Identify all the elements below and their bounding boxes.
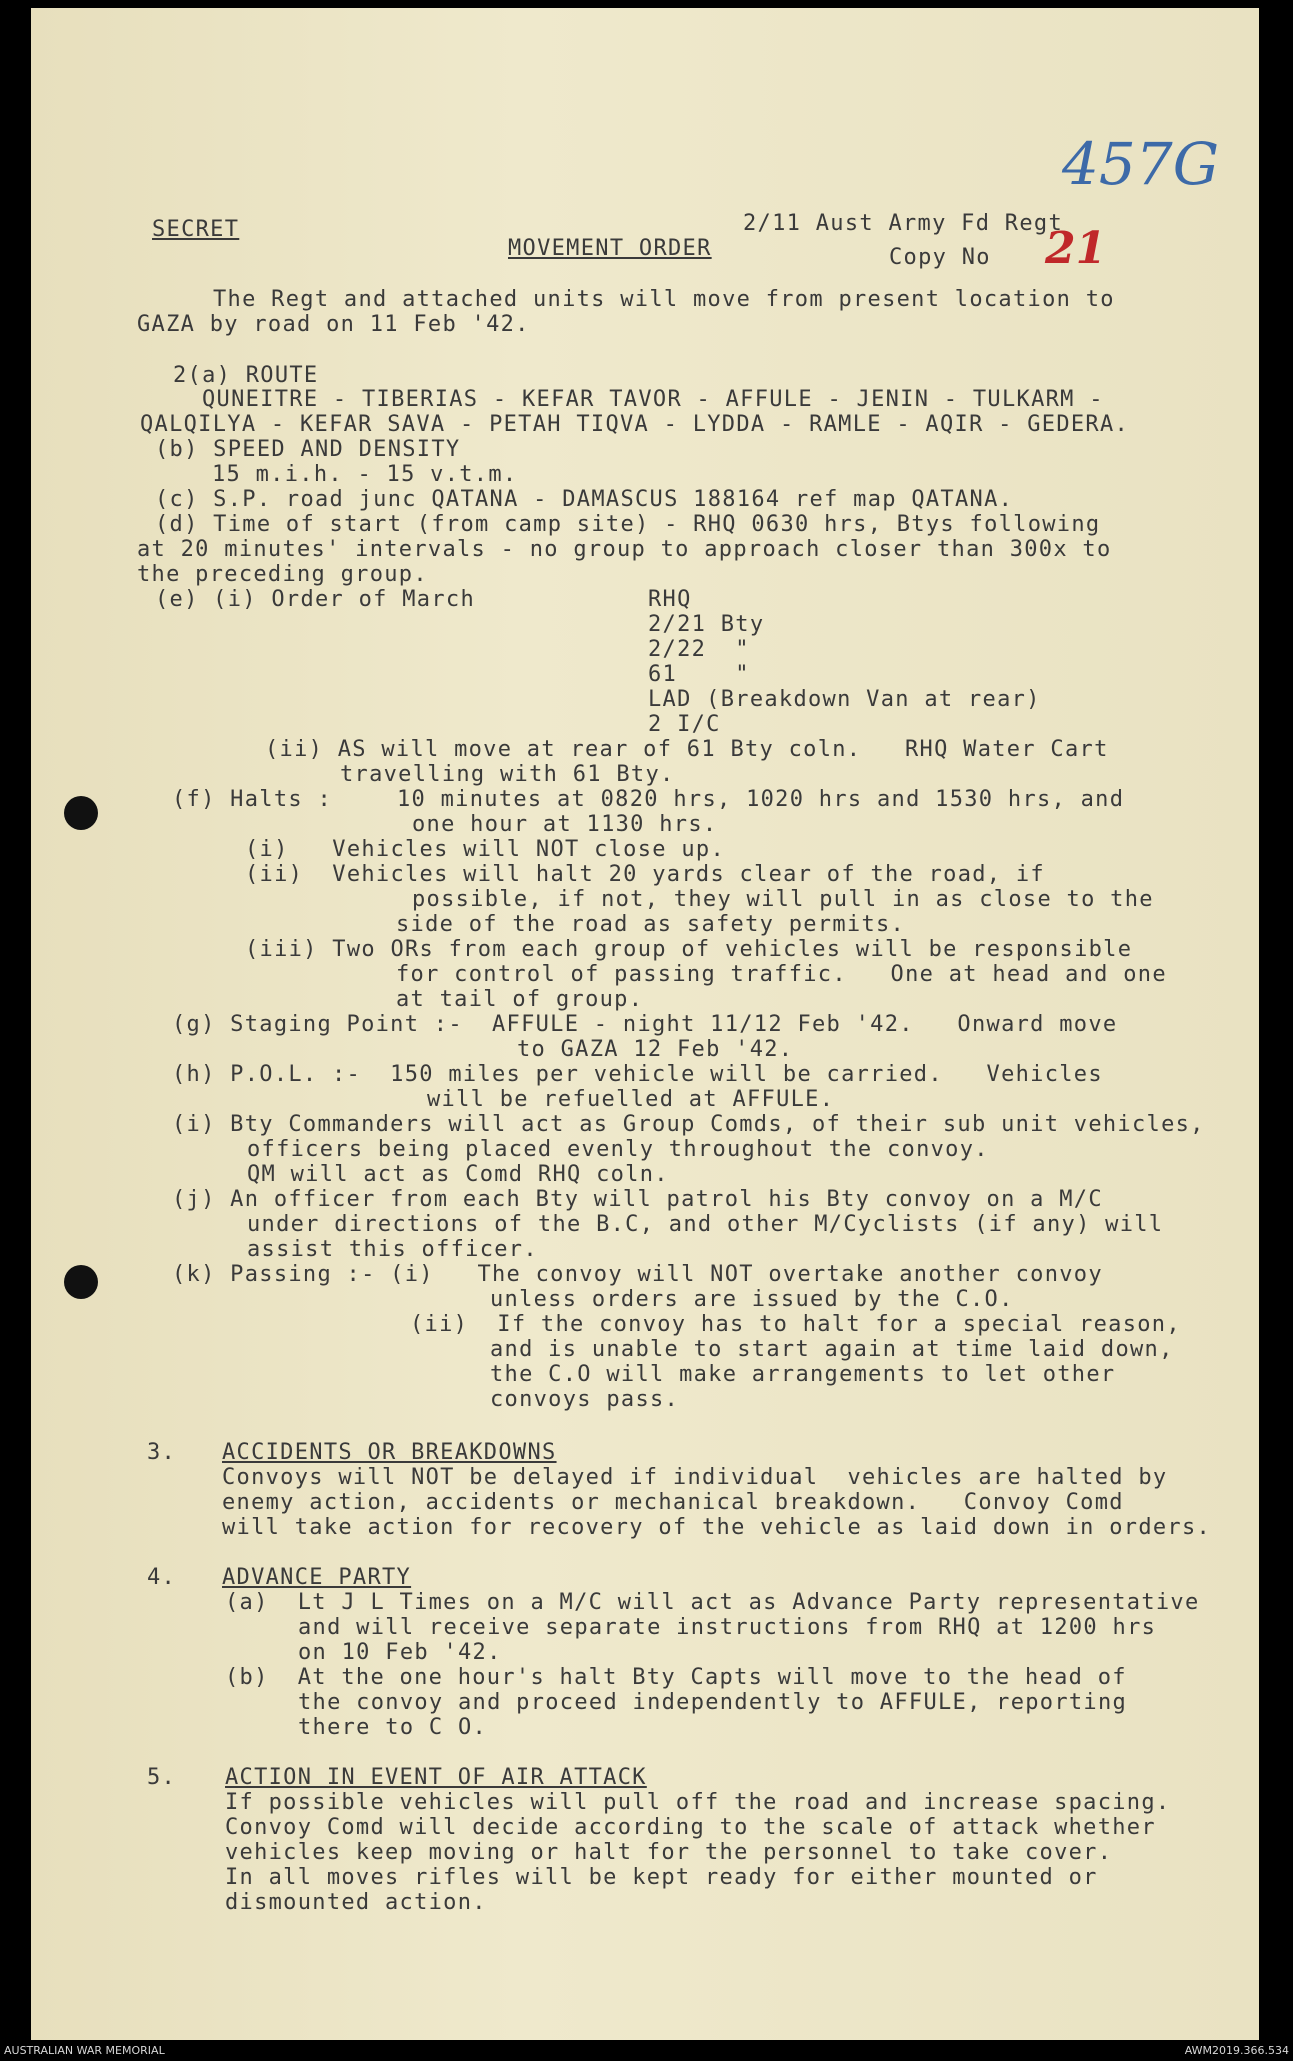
intro-line: The Regt and attached units will move from present location to (213, 287, 1115, 312)
halts-line: 10 minutes at 0820 hrs, 1020 hrs and 1530 hrs, and (397, 787, 1125, 812)
section-title: ACTION IN EVENT OF AIR ATTACK (225, 1765, 647, 1790)
passing-line: convoys pass. (490, 1387, 680, 1412)
passing-line: the C.O will make arrangements to let other (490, 1362, 1116, 1387)
halts-item: possible, if not, they will pull in as close to the (412, 887, 1154, 912)
passing-line: and is unable to start again at time laid down, (490, 1337, 1174, 1362)
march-label: (e) (i) Order of March (155, 587, 475, 612)
officer-line: under directions of the B.C, and other M/Cyclists (if any) will (247, 1212, 1164, 1237)
march-item: LAD (Breakdown Van at rear) (648, 687, 1041, 712)
pol-line: (h) P.O.L. :- 150 miles per vehicle will be carried. Vehicles (172, 1062, 1103, 1087)
air-line: If possible vehicles will pull off the road and increase spacing. (225, 1790, 1171, 1815)
march-note: travelling with 61 Bty. (340, 762, 675, 787)
officer-line: assist this officer. (247, 1237, 538, 1262)
speed-value: 15 m.i.h. - 15 v.t.m. (212, 462, 518, 487)
document-title: MOVEMENT ORDER (508, 236, 712, 261)
accidents-line: Convoys will NOT be delayed if individual vehicles are halted by (222, 1465, 1168, 1490)
section-number: 3. (147, 1440, 177, 1465)
air-line: Convoy Comd will decide according to the scale of attack whether (225, 1815, 1156, 1840)
page-number-handwritten: 457G (1062, 130, 1220, 198)
classification-label: SECRET (152, 217, 240, 242)
archive-name: AUSTRALIAN WAR MEMORIAL (4, 2044, 165, 2057)
halts-item: side of the road as safety permits. (396, 912, 906, 937)
march-item: 2/22 " (648, 637, 750, 662)
air-line: In all moves rifles will be kept ready for either mounted or (225, 1865, 1098, 1890)
advance-line: there to C O. (298, 1715, 488, 1740)
air-line: dismounted action. (225, 1890, 487, 1915)
start-line: the preceding group. (137, 562, 428, 587)
halts-item: for control of passing traffic. One at head and one (396, 962, 1167, 987)
archive-reference: AWM2019.366.534 (1184, 2044, 1289, 2057)
halts-item: (ii) Vehicles will halt 20 yards clear of the road, if (245, 862, 1045, 887)
punch-hole (64, 1265, 98, 1299)
route-label: 2(a) ROUTE (173, 363, 319, 388)
passing-line: (ii) If the convoy has to halt for a special reason, (410, 1312, 1181, 1337)
accidents-line: enemy action, accidents or mechanical breakdown. Convoy Comd (222, 1490, 1124, 1515)
advance-line: on 10 Feb '42. (298, 1640, 502, 1665)
start-line: at 20 minutes' intervals - no group to approach closer than 300x to (137, 537, 1112, 562)
speed-label: (b) SPEED AND DENSITY (155, 437, 461, 462)
copy-number-handwritten: 21 (1045, 223, 1107, 274)
march-item: 2 I/C (648, 712, 721, 737)
march-item: 2/21 Bty (648, 612, 765, 637)
march-item: 61 " (648, 662, 750, 687)
staging-line: (g) Staging Point :- AFFULE - night 11/12 Feb '42. Onward move (172, 1012, 1118, 1037)
route-line: QALQILYA - KEFAR SAVA - PETAH TIQVA - LYDDA - RAMLE - AQIR - GEDERA. (140, 412, 1130, 437)
route-line: QUNEITRE - TIBERIAS - KEFAR TAVOR - AFFULE - JENIN - TULKARM - (202, 387, 1104, 412)
staging-line: to GAZA 12 Feb '42. (517, 1037, 794, 1062)
halts-line: one hour at 1130 hrs. (412, 812, 718, 837)
punch-hole (64, 796, 98, 830)
halts-item: at tail of group. (396, 987, 644, 1012)
start-line: (d) Time of start (from camp site) - RHQ 0630 hrs, Btys following (155, 512, 1101, 537)
passing-line: unless orders are issued by the C.O. (490, 1287, 1014, 1312)
section-title: ACCIDENTS OR BREAKDOWNS (222, 1440, 557, 1465)
advance-line: and will receive separate instructions from RHQ at 1200 hrs (298, 1615, 1157, 1640)
archive-footer (0, 2041, 1293, 2061)
copy-label: Copy No (889, 245, 991, 270)
halts-label: (f) Halts : (172, 787, 332, 812)
march-note: (ii) AS will move at rear of 61 Bty coln. RHQ Water Cart (265, 737, 1109, 762)
halts-item: (iii) Two ORs from each group of vehicles will be responsible (245, 937, 1133, 962)
air-line: vehicles keep moving or halt for the personnel to take cover. (225, 1840, 1113, 1865)
advance-line: the convoy and proceed independently to AFFULE, reporting (298, 1690, 1128, 1715)
march-item: RHQ (648, 587, 692, 612)
advance-line: (b) At the one hour's halt Bty Capts will move to the head of (225, 1665, 1127, 1690)
passing-line: (k) Passing :- (i) The convoy will NOT overtake another convoy (172, 1262, 1103, 1287)
section-title: ADVANCE PARTY (222, 1565, 412, 1590)
officer-line: (j) An officer from each Bty will patrol his Bty convoy on a M/C (172, 1187, 1103, 1212)
bty-line: officers being placed evenly throughout the convoy. (247, 1137, 989, 1162)
sp-line: (c) S.P. road junc QATANA - DAMASCUS 188164 ref map QATANA. (155, 487, 1014, 512)
section-number: 4. (147, 1565, 177, 1590)
intro-line: GAZA by road on 11 Feb '42. (137, 312, 530, 337)
bty-line: QM will act as Comd RHQ coln. (247, 1162, 669, 1187)
bty-line: (i) Bty Commanders will act as Group Comds, of their sub unit vehicles, (172, 1112, 1205, 1137)
pol-line: will be refuelled at AFFULE. (427, 1087, 835, 1112)
halts-item: (i) Vehicles will NOT close up. (245, 837, 725, 862)
section-number: 5. (147, 1765, 177, 1790)
accidents-line: will take action for recovery of the vehicle as laid down in orders. (222, 1515, 1212, 1540)
unit-name: 2/11 Aust Army Fd Regt (743, 211, 1063, 236)
advance-line: (a) Lt J L Times on a M/C will act as Advance Party representative (225, 1590, 1200, 1615)
